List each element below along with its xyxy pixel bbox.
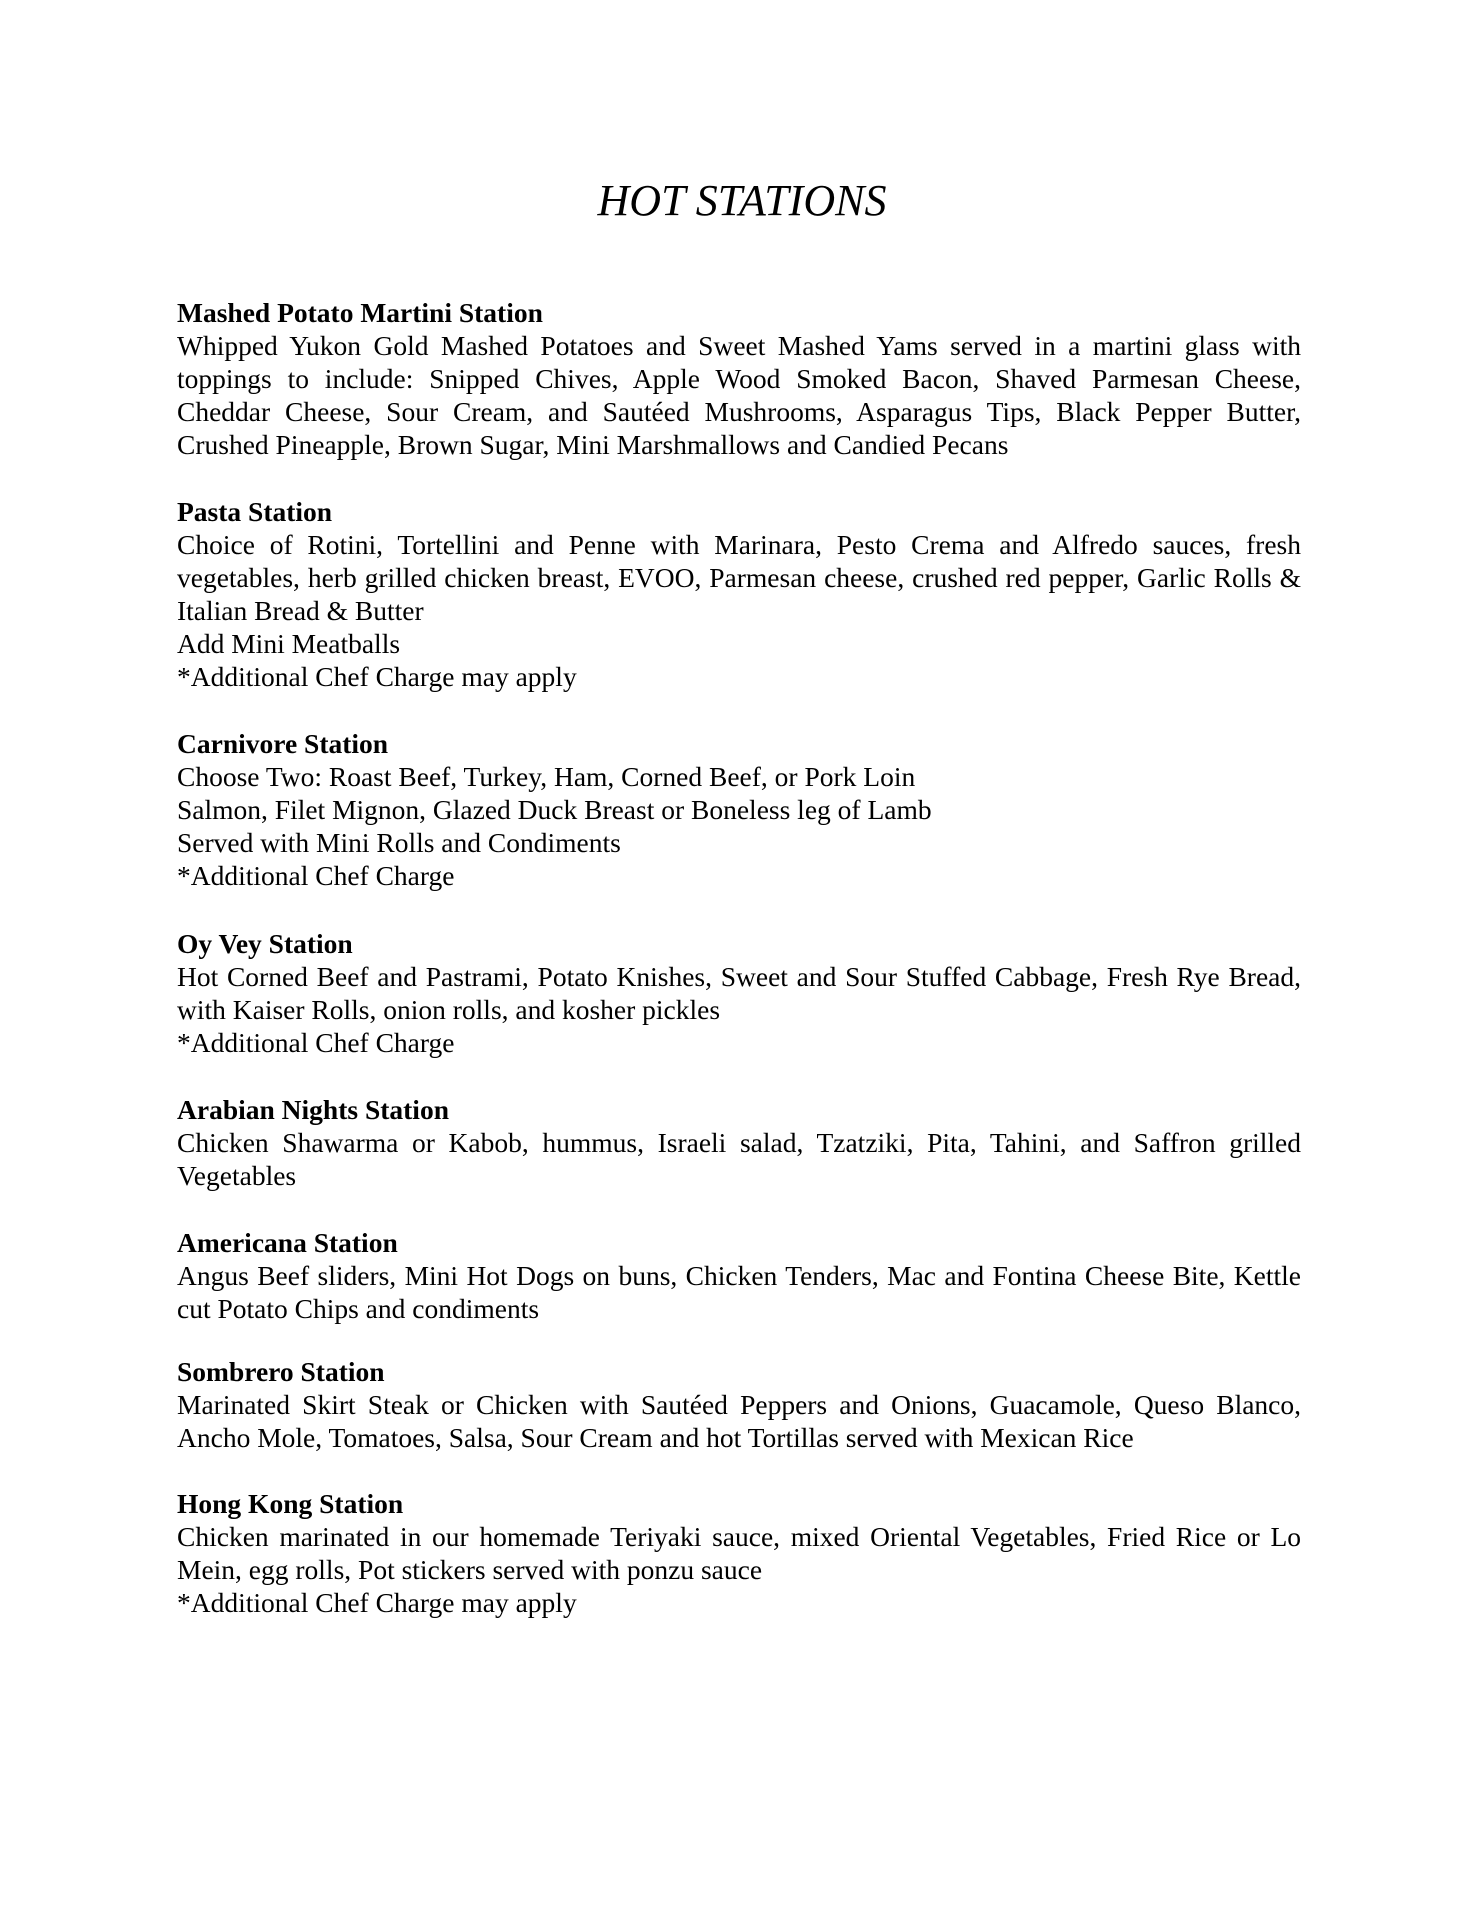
station-heading: Mashed Potato Martini Station bbox=[177, 297, 543, 328]
station-section bbox=[177, 1355, 1301, 1454]
station-heading: Hong Kong Station bbox=[177, 1488, 404, 1519]
station-section bbox=[177, 296, 1301, 461]
station-description: Chicken Shawarma or Kabob, hummus, Israeli salad, Tzatziki, Pita, Tahini, and Saffron grilled Vegetables bbox=[177, 1127, 1301, 1191]
station-heading: Pasta Station bbox=[177, 496, 333, 527]
station-heading: Sombrero Station bbox=[177, 1356, 385, 1387]
station-section bbox=[177, 1487, 1301, 1619]
station-heading: Americana Station bbox=[177, 1227, 398, 1258]
station-description: Hot Corned Beef and Pastrami, Potato Knishes, Sweet and Sour Stuffed Cabbage, Fresh Rye Bread, with Kaiser Rolls, onion rolls, and kosher pickles bbox=[177, 961, 1301, 1025]
station-description: Whipped Yukon Gold Mashed Potatoes and Sweet Mashed Yams served in a martini glass with toppings to include: Snipped Chives, Apple Wood Smoked Bacon, Shaved Parmesan Cheese, Cheddar Cheese, Sour Cream, and Sautéed Mushrooms, Asparagus Tips, Black Pepper Butter, Crushed Pineapple, Brown Sugar, Mini Marshmallows and Candied Pecans bbox=[177, 330, 1301, 460]
station-note: *Additional Chef Charge bbox=[177, 860, 455, 891]
station-section bbox=[177, 1226, 1301, 1325]
station-note: Salmon, Filet Mignon, Glazed Duck Breast or Boneless leg of Lamb bbox=[177, 794, 932, 825]
station-note: Add Mini Meatballs bbox=[177, 628, 401, 659]
station-note: *Additional Chef Charge bbox=[177, 1027, 455, 1058]
station-description: Marinated Skirt Steak or Chicken with Sautéed Peppers and Onions, Guacamole, Queso Blanco, Ancho Mole, Tomatoes, Salsa, Sour Cream and hot Tortillas served with Mexican Rice bbox=[177, 1389, 1301, 1453]
station-heading: Oy Vey Station bbox=[177, 928, 353, 959]
station-description: Chicken marinated in our homemade Teriyaki sauce, mixed Oriental Vegetables, Fried Rice or Lo Mein, egg rolls, Pot stickers served with ponzu sauce bbox=[177, 1521, 1301, 1585]
station-description: Choice of Rotini, Tortellini and Penne with Marinara, Pesto Crema and Alfredo sauces, fresh vegetables, herb grilled chicken breast, EVOO, Parmesan cheese, crushed red pepper, Garlic Rolls & Italian Bread & Butter bbox=[177, 529, 1301, 626]
station-section bbox=[177, 1093, 1301, 1192]
station-note: *Additional Chef Charge may apply bbox=[177, 661, 577, 692]
station-note: Served with Mini Rolls and Condiments bbox=[177, 827, 621, 858]
station-heading: Carnivore Station bbox=[177, 728, 389, 759]
station-section bbox=[177, 727, 1301, 892]
station-section bbox=[177, 495, 1301, 693]
station-section bbox=[177, 927, 1301, 1059]
page-title: HOT STATIONS bbox=[597, 176, 887, 225]
station-description: Angus Beef sliders, Mini Hot Dogs on buns, Chicken Tenders, Mac and Fontina Cheese Bite, Kettle cut Potato Chips and condiments bbox=[177, 1260, 1301, 1324]
station-note: *Additional Chef Charge may apply bbox=[177, 1587, 577, 1618]
station-note: Choose Two: Roast Beef, Turkey, Ham, Corned Beef, or Pork Loin bbox=[177, 761, 916, 792]
station-heading: Arabian Nights Station bbox=[177, 1094, 449, 1125]
